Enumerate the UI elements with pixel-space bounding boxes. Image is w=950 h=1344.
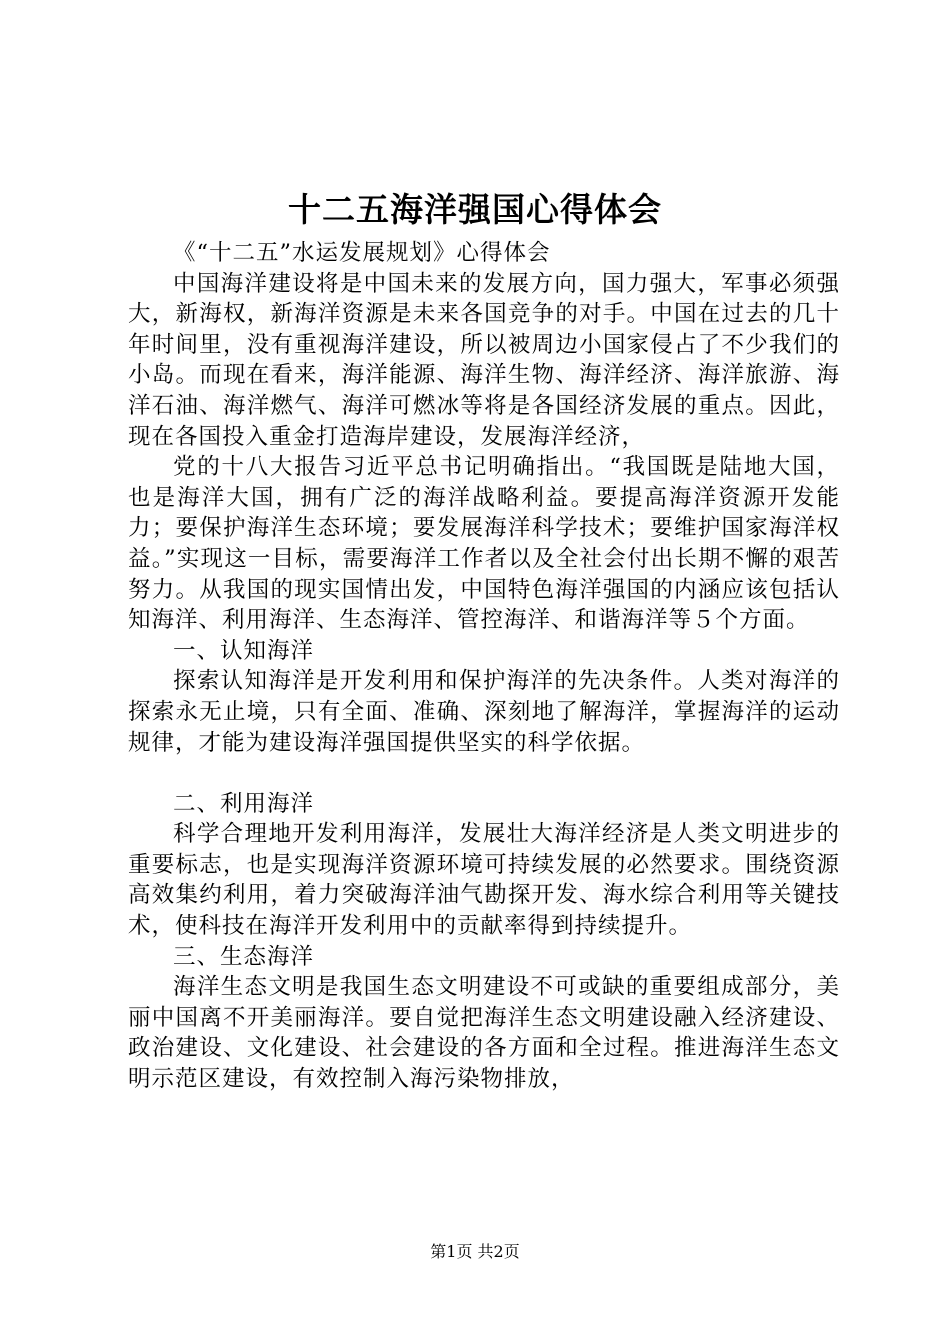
document-body: [128, 238, 840, 1095]
section-heading-2: 二、利用海洋: [173, 790, 315, 817]
blank-line: [128, 758, 840, 789]
section-heading-3: 三、生态海洋: [173, 943, 315, 970]
section-heading-1: 一、认知海洋: [173, 637, 315, 664]
page-footer: 第1页 共2页: [430, 1242, 520, 1261]
paragraph-intro: 中国海洋建设将是中国未来的发展方向，国力强大，军事必须强大，新海权，新海洋资源是未来各国竞争的对手。中国在过去的几十年时间里，没有重视海洋建设，所以被周边小国家侵占了不少我们的小岛。而现在看来，海洋能源、海洋生物、海洋经济、海洋旅游、海洋石油、海洋燃气、海洋可燃冰等将是各国经济发展的重点。因此，现在各国投入重金打造海岸建设，发展海洋经济，: [128, 270, 840, 450]
paragraph-section-1: 探索认知海洋是开发利用和保护海洋的先决条件。人类对海洋的探索永无止境，只有全面、准确、深刻地了解海洋，掌握海洋的运动规律，才能为建设海洋强国提供坚实的科学依据。: [128, 668, 840, 756]
paragraph-section-3: 海洋生态文明是我国生态文明建设不可或缺的重要组成部分，美丽中国离不开美丽海洋。要自觉把海洋生态文明建设融入经济建设、政治建设、文化建设、社会建设的各方面和全过程。推进海洋生态文明示范区建设，有效控制入海污染物排放，: [128, 974, 840, 1093]
subtitle-line: 《“十二五”水运发展规划》心得体会: [173, 240, 551, 266]
document-title: 十二五海洋强国心得体会: [288, 190, 662, 229]
paragraph-section-2: 科学合理地开发利用海洋，发展壮大海洋经济是人类文明进步的重要标志，也是实现海洋资源环境可持续发展的必然要求。围绕资源高效集约利用，着力突破海洋油气勘探开发、海水综合利用等关键技术，使科技在海洋开发利用中的贡献率得到持续提升。: [128, 821, 840, 940]
paragraph-report: 党的十八大报告习近平总书记明确指出。“我国既是陆地大国，也是海洋大国，拥有广泛的海洋战略利益。要提高海洋资源开发能力；要保护海洋生态环境；要发展海洋科学技术；要维护国家海洋权益。”实现这一目标，需要海洋工作者以及全社会付出长期不懈的艰苦努力。从我国的现实国情出发，中国特色海洋强国的内涵应该包括认知海洋、利用海洋、生态海洋、管控海洋、和谐海洋等５个方面。: [128, 454, 840, 634]
